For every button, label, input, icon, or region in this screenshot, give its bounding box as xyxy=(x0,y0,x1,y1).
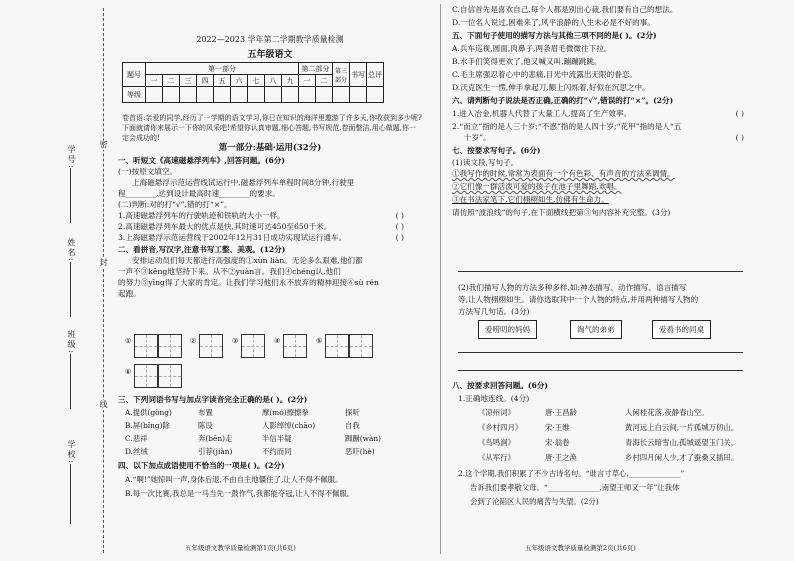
q3-b-4: 自我 xyxy=(345,421,360,430)
score-col: 二 xyxy=(316,75,333,87)
q7-sub2c: 方法写几句话。(3分) xyxy=(458,307,530,316)
grid-label-5: ⑤ xyxy=(316,337,323,345)
q4-option-c: C.自信首先是喜欢自己,每个人都是别出心裁,我们要有自己的想法。 xyxy=(452,5,678,14)
q3-d-4: 恶吓(hè) xyxy=(345,447,375,456)
q3-title: 三、下列词语书写与加点字读音完全正确的是( )。(2分) xyxy=(118,395,308,404)
poem-title-3[interactable]: 《鸟鸣涧》 xyxy=(478,438,515,447)
score-header-writing: 书写 xyxy=(350,63,367,87)
q7-reading-3: ③在书法家笔下,它们栩栩如生,仿佛有生命力。 xyxy=(452,195,609,204)
q2-para-4: 起跑。 xyxy=(118,289,141,298)
class-label: 班级: xyxy=(67,330,76,355)
q1-line1: 上海磁悬浮示范运营线试运行中,磁悬浮列车单程时间8分钟,行驶里 xyxy=(132,178,355,187)
q7-write-line-2[interactable] xyxy=(458,370,743,371)
q4-option-a: A.“啊!”她惊叫一声,身体后退,不由自主地僵住了,让人不得不佩服。 xyxy=(125,475,343,484)
q8-sub2-line3: 会到了沦陷区人民的痛苦与失望。(2分) xyxy=(470,497,599,506)
left-column-lower xyxy=(118,394,408,405)
score-col: 五 xyxy=(214,75,231,87)
q3-b-1: B.屏(bǐng)除 xyxy=(125,421,170,430)
q8-sub2-line2: 告诉我们要孝敬父母。“______________,南望王师又一年”让我体 xyxy=(470,483,680,492)
name-field[interactable] xyxy=(70,262,71,317)
q3-c-2: 奔(bēn)走 xyxy=(198,434,233,443)
score-col: 六 xyxy=(231,75,248,87)
score-header-part3: 第三部分 xyxy=(333,63,350,87)
poem-author-2[interactable]: 宋·王维 xyxy=(545,423,570,432)
poem-title-1[interactable]: 《凉州词》 xyxy=(478,408,515,417)
char-box[interactable] xyxy=(241,334,265,358)
score-header-number: 题号 xyxy=(123,63,146,87)
score-cell xyxy=(367,87,384,103)
grid-label-4: ④ xyxy=(274,337,281,345)
score-col: 四 xyxy=(197,75,214,87)
number-label: 学号: xyxy=(67,145,76,170)
score-cell xyxy=(333,87,350,103)
q3-c-3: 半信半疑 xyxy=(262,434,292,443)
q6-paren-1[interactable]: ( ) xyxy=(735,109,744,118)
choice-deskmate[interactable]: 爱看书的同桌 xyxy=(652,320,711,339)
grid-label-1: ① xyxy=(125,337,132,345)
score-cell xyxy=(265,87,282,103)
q1-judge-3-paren[interactable]: ( ) xyxy=(395,233,404,242)
q3-a-2: 布置 xyxy=(198,408,213,417)
name-label: 姓名: xyxy=(67,238,76,263)
score-cell xyxy=(231,87,248,103)
q7-ask: 请仿照“波浪线”的句子,在下面横线把第③句内容补充完整。(3分) xyxy=(452,208,671,217)
q1-sub2: (二)判断:对的打“√”,错的打“×”。 xyxy=(118,200,232,209)
q1-judge-2: 2.高速磁悬浮列车最大的优点是快,其时速可达450至650千米。 xyxy=(118,222,332,231)
seal-xian: 线 xyxy=(99,400,108,410)
char-box[interactable] xyxy=(199,334,223,358)
q7-reading-1: ①我写作的时候,常常为表面有一个有色彩、有声音的方法来调情。 xyxy=(452,169,675,178)
poem-line-3[interactable]: 青海长云暗雪山,孤城遥望玉门关。 xyxy=(625,438,739,447)
number-field[interactable] xyxy=(70,168,71,223)
score-col: 八 xyxy=(265,75,282,87)
char-box[interactable] xyxy=(283,334,307,358)
q5-title: 五、下面句子使用的描写方法与其他三项不同的是( )。(2分) xyxy=(452,31,657,40)
q3-a-3: 摩(mó)擦擦拳 xyxy=(262,408,309,417)
poem-title-4[interactable]: 《从军行》 xyxy=(478,453,515,462)
score-header-part2: 第二部分 xyxy=(299,63,333,75)
score-cell xyxy=(197,87,214,103)
score-cell xyxy=(180,87,197,103)
score-col: 一 xyxy=(299,75,316,87)
score-col: 七 xyxy=(248,75,265,87)
q4-option-b: B.每一次比赛,我总是一马当先一鼓作气,我都能夺冠,让人不得不佩服。 xyxy=(125,489,355,498)
q6-statement-2b: 十岁”。 xyxy=(464,133,491,142)
class-field[interactable] xyxy=(70,354,71,409)
q4-option-d: D.一位名人说过,困难来了,风平浪静的人生未必是不好的事。 xyxy=(452,18,655,27)
q7-title: 七、按要求写句子。(6分) xyxy=(452,146,541,155)
q3-d-3: 不约而同 xyxy=(262,447,292,456)
char-box[interactable] xyxy=(349,334,373,358)
q6-statement-2: 2.“而立”指的是人三十岁;“不惑”指的是人四十岁;“花甲”指的是人“五 xyxy=(452,122,682,131)
score-cell xyxy=(146,87,163,103)
q2-title: 二、看拼音,写汉字,注意书写工整、美观。(12分) xyxy=(118,245,286,254)
char-box[interactable] xyxy=(134,334,158,358)
score-cell xyxy=(316,87,333,103)
seal-feng: 封 xyxy=(99,258,108,268)
q1-sub1: (一)按原文填空。 xyxy=(118,167,178,176)
q5-option-d: D.沃克医生一愣,伸手拿起刀,额上闪烁着,好似在沉思之中。 xyxy=(452,83,650,92)
q3-c-4: 踟蹰(wàn) xyxy=(345,434,382,443)
q1-judge-3: 3.上海磁悬浮示范运营线于2002年12月31日成功实现试运行通车。 xyxy=(118,233,347,242)
q8-title: 八、按要求回答问题。(6分) xyxy=(452,381,548,390)
score-cell xyxy=(299,87,316,103)
score-cell xyxy=(163,87,180,103)
q1-judge-1: 1.高速磁悬浮列车的行驶轨迹和铁轨的大小一样。 xyxy=(118,211,285,220)
q5-option-b: B.水手们笑得更欢了,他又喊又叫,蹦蹦跳跳。 xyxy=(452,57,602,66)
score-grade-label: 等级 xyxy=(123,87,146,103)
poem-author-4[interactable]: 唐·王之涣 xyxy=(545,453,577,462)
q5-option-a: A.兵车巡视,圆面,肉鼻子,两条眉毛微微往下拉。 xyxy=(452,44,612,53)
poem-author-3[interactable]: 宋·翁卷 xyxy=(545,438,570,447)
q8-sub2-line1: 2.这个学期,我们积累了不少古诗名句。“谁言寸草心,______________” xyxy=(458,469,685,478)
score-header-total: 总评 xyxy=(367,63,384,87)
q2-para-2: 一声不③kēng地坚持下来。从不②yuàn言。我们④chéng认,他们 xyxy=(118,267,341,276)
q7-answer-line[interactable] xyxy=(458,271,743,272)
score-header-part1: 第一部分 xyxy=(146,63,299,75)
q2-para-1: 安排运动员们每天都进行高强度的①xùn liàn。无论多么艰难,他们都 xyxy=(132,256,363,265)
q3-a-1: A.提供(gòng) xyxy=(125,408,172,417)
poem-line-4[interactable]: 乡村四月闲人少,才了蚕桑又插田。 xyxy=(625,453,739,462)
char-box[interactable] xyxy=(134,364,158,388)
q1-judge-1-paren[interactable]: ( ) xyxy=(395,211,404,220)
score-cell xyxy=(248,87,265,103)
char-box[interactable] xyxy=(158,364,182,388)
score-col: 三 xyxy=(180,75,197,87)
choice-brother[interactable]: 淘气的弟弟 xyxy=(570,320,622,339)
char-box[interactable] xyxy=(158,334,182,358)
score-col: 一 xyxy=(146,75,163,87)
score-cell xyxy=(214,87,231,103)
subject-title: 五年级语文 xyxy=(247,50,293,60)
q3-d-1: D.丝绒 xyxy=(125,447,148,456)
q6-statement-1: 1.进入冶金,机器人代替了大量工人,提高了生产效率。 xyxy=(452,109,632,118)
seal-mi: 密 xyxy=(99,140,108,150)
q7-write-line-1[interactable] xyxy=(458,352,743,353)
page-divider xyxy=(440,4,441,554)
score-table xyxy=(122,62,384,103)
score-col: 九 xyxy=(282,75,299,87)
footer-right: 五年级语文教学质量检测第2页(共6页) xyxy=(525,544,636,552)
part1-title: 第一部分:基础·运用(32分) xyxy=(218,143,322,153)
q3-b-2: 陈设 xyxy=(198,421,213,430)
school-label: 学校: xyxy=(67,440,76,465)
seal-line xyxy=(103,8,104,553)
q3-b-3: 人影绰绰(chāo) xyxy=(262,421,316,430)
q2-para-3: 的努力⑤yīng得了大家的肯定。让我们学习他们永不放弃的精神迎接⑥sù rén xyxy=(118,278,379,287)
poem-author-1[interactable]: 唐·王昌龄 xyxy=(545,408,577,417)
q1-line2: 程________,达到设计最高时速________的要求。 xyxy=(118,189,280,198)
q5-option-c: C.毛主席强忍着心中的悲痛,目光中流露出无限的眷恋。 xyxy=(452,70,638,79)
q7-sub2b: 等,让人物栩栩如生。请你选取其中一个人物的特点,并用两种描写人物的 xyxy=(458,295,699,304)
poem-title-2[interactable]: 《乡村四月》 xyxy=(478,423,523,432)
grid-label-3: ③ xyxy=(232,337,239,345)
q3-d-2: 引荐(jiàn) xyxy=(198,447,233,456)
q7-sub1: (1)读文段,写句子。 xyxy=(452,158,519,167)
binding-margin xyxy=(0,0,112,561)
exam-title: 2022—2023 学年第二学期教学质量检测 xyxy=(196,35,344,44)
left-column xyxy=(118,155,408,299)
poem-line-1[interactable]: 人闲桂花落,夜静春山空。 xyxy=(625,408,709,417)
right-column xyxy=(452,4,752,218)
q4-title: 四、以下加点成语使用不恰当的一项是( )。(2分) xyxy=(118,461,285,470)
choice-mom[interactable]: 爱唠叨的妈妈 xyxy=(478,320,537,339)
q3-c-1: C.悲祥 xyxy=(125,434,148,443)
q7-sub2: (2)我们描写人物的方法多种多样,如:神态描写、动作描写、语言描写 xyxy=(458,283,687,292)
q3-a-4: 探听 xyxy=(345,408,360,417)
grid-label-6: ⑥ xyxy=(125,368,132,376)
q6-paren-2[interactable]: ( ) xyxy=(735,133,744,142)
school-field[interactable] xyxy=(70,464,71,524)
score-col: 二 xyxy=(163,75,180,87)
q8-sub1: 1.正确地连线。(4分) xyxy=(458,394,530,403)
score-cell xyxy=(282,87,299,103)
footer-left: 五年级语文教学质量检测第1页(共6页) xyxy=(185,544,296,552)
q1-title: 一、听短文《高速磁悬浮列车》,回答问题。(6分) xyxy=(118,156,285,165)
score-cell xyxy=(350,87,367,103)
grid-label-2: ② xyxy=(190,337,197,345)
q6-title: 六、请判断句子说法是否正确,正确的打“√”,错误的打“×”。(2分) xyxy=(452,96,674,105)
char-box[interactable] xyxy=(325,334,349,358)
q7-reading-2: ②它们像一群活泼可爱的孩子在池子里舞蹈,欢唱。 xyxy=(452,182,622,191)
q1-judge-2-paren[interactable]: ( ) xyxy=(395,222,404,231)
poem-line-2[interactable]: 黄河远上白云间,一片孤城万仞山。 xyxy=(625,423,739,432)
greeting: 卷首语:亲爱的同学,经历了一学期的语文学习,你已在知识的海洋里遨游了许多天,你收获到多少呢?下面就请你来展示一下你的风采吧!希望你认真审题,细心答题,书写规范,卷面整洁,用心做题,你一定会成功的! xyxy=(122,114,422,142)
